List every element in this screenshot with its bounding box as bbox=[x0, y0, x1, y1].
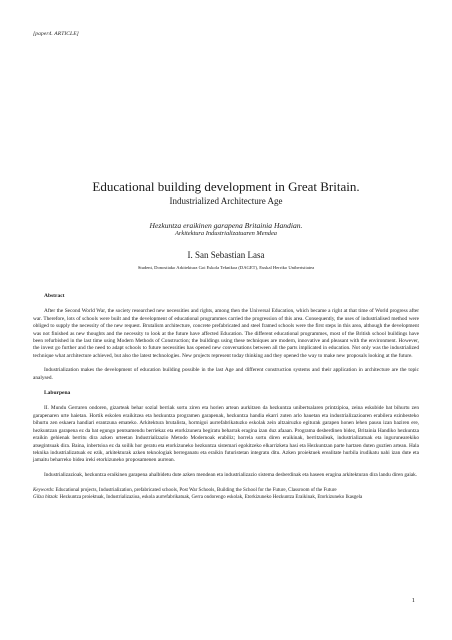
paper-subtitle-basque: Arkitektura Industrializatuaren Mendea bbox=[175, 230, 277, 237]
laburpena-heading: Laburpena bbox=[44, 390, 71, 397]
keywords-basque bbox=[33, 495, 419, 502]
author-affiliation: Student, Donostiako Arkitektura Goi Eskola Teknikoa (DAGET), Euskal Herriko Unibertsitatea bbox=[137, 265, 315, 270]
keywords-english bbox=[33, 488, 419, 495]
abstract-paragraph: Industrialization makes the development of education building possible in the last Age and different construction systems and their application in architecture are the topic analysed. bbox=[33, 367, 419, 381]
page-number: 1 bbox=[411, 597, 415, 604]
paper-body bbox=[33, 293, 419, 501]
laburpena-paragraph: II. Mundu Gerraren ondoren, gizarteak behar sozial berriak sortu ziren eta horien artean aurkitzen da hezkuntza unibertsalaren printzipioa, zeina eskubide bat bihurtu zen garapenaren urte haietan. Hortik eskolen eraikitzea eta hezkuntza programen garapenak, hezkuntza handia ekarri zuten arlo hauetan eta industrializazioaren erabilera ezinbesteko bihurtu zen eskaera handiari erantzuna emateko. Arkitektura brutalista, hormigoi aurrefabrikatuzko eskolak zein altzairuzko egiturak garapen honen lehen pausu izan baziren ere, hezkuntzan garapena ez da bat egungo pentsamendu berriekaz eta etorkizunera begiratu beharrak eragina izan duz afaaan. Programa desberdinen bidez, Britainia Handiko hezkuntza eraikin gehienak berritu dira azken urteetan Industrializazio Metodo Modernoak erabiliz; horrela sortu diren eraikinak, berritzaileak, industrializatuak eta ingurunearekiko atsegintsuak dira. Baina, inbertsioa ez da soilik hor geratu eta etorkizuneko hezkuntza sistemari egokitzeko elkarrizketa hasi eta Hezkuntzan parte hartzen duten guztien artean. Hala teknika industrializatuak ez ezik, arkitekturak azken teknologiak berreganatu eta eraikin futuristetan integratu ditu. Azken proiektuek erealitate hurbila irudikatu nahi izan dute eta jamaitu beharreko bidea irekí etorkizuneko proposamenen aurrean. bbox=[33, 405, 419, 464]
paper-type-tag: [paper4. ARTICLE] bbox=[33, 31, 79, 37]
laburpena-paragraph: Industrializazioak, hezkuntza eraikinen garapena ahalbidetu dute azken mendean eta industrializazio sistema desberdinak eta haseen eragina arkitekturan dira landu diren gaiak. bbox=[44, 471, 418, 478]
keywords-section bbox=[33, 488, 419, 501]
paper-subtitle: Industrialized Architecture Age bbox=[169, 196, 283, 206]
keywords-text-basque: : Hezkuntza proiektuak, Industrializazioa, eskola aurrefabrikatuak, Gerra ondorengo eskolak, Etorkizuneko Hezkuntza Eraikinak, Etorkizuneko Ikasgela bbox=[57, 494, 363, 500]
keywords-text: : Educational projects, Industrialization, prefabricated schools, Post War Schools, Building the School for the Future, Classroom of the Future bbox=[52, 488, 337, 494]
abstract-heading: Abstract bbox=[44, 293, 65, 299]
paper-title-basque: Hezkuntza eraikinen garapena Britainia Handian. bbox=[149, 221, 303, 230]
paper-title: Educational building development in Great Britain. bbox=[92, 179, 360, 194]
keywords-label-basque: Gilza hitzak bbox=[33, 494, 58, 500]
author-name: I. San Sebastian Lasa bbox=[187, 250, 265, 260]
title-block bbox=[0, 180, 452, 271]
keywords-label: Keywords bbox=[33, 488, 53, 494]
abstract-paragraph: After the Second World War, the society researched new necessities and rights, among then the Universal Education, which became a right at that time of World progress after war. Therefore, lots of schools were built and the development of educational programmes carried the progression of this area. Consequently, the uses of industrialised method were obliged to supply the necessity of the new request. Brutalism architecture, concrete prefabricated and steel framed schools were the first steps in this area, although the development was not finished as new thoughts and the necessity to look at the future have affected Education. The different educational programmes, most of the British school buildings have been refurbished in the last time using Modern Methods of Construction; the buildings using these techniques are modern, innovative and pleasant with the environment. However, the invest go further and the need to adapt schools to future necessities has opened new conversations between all the parts implicated in education. Not only was the industrialized technique what architecture achieved, but also the latest technologies. New projects represent today thinking and they opened the way to make new proposals looking at the future. bbox=[33, 308, 419, 359]
